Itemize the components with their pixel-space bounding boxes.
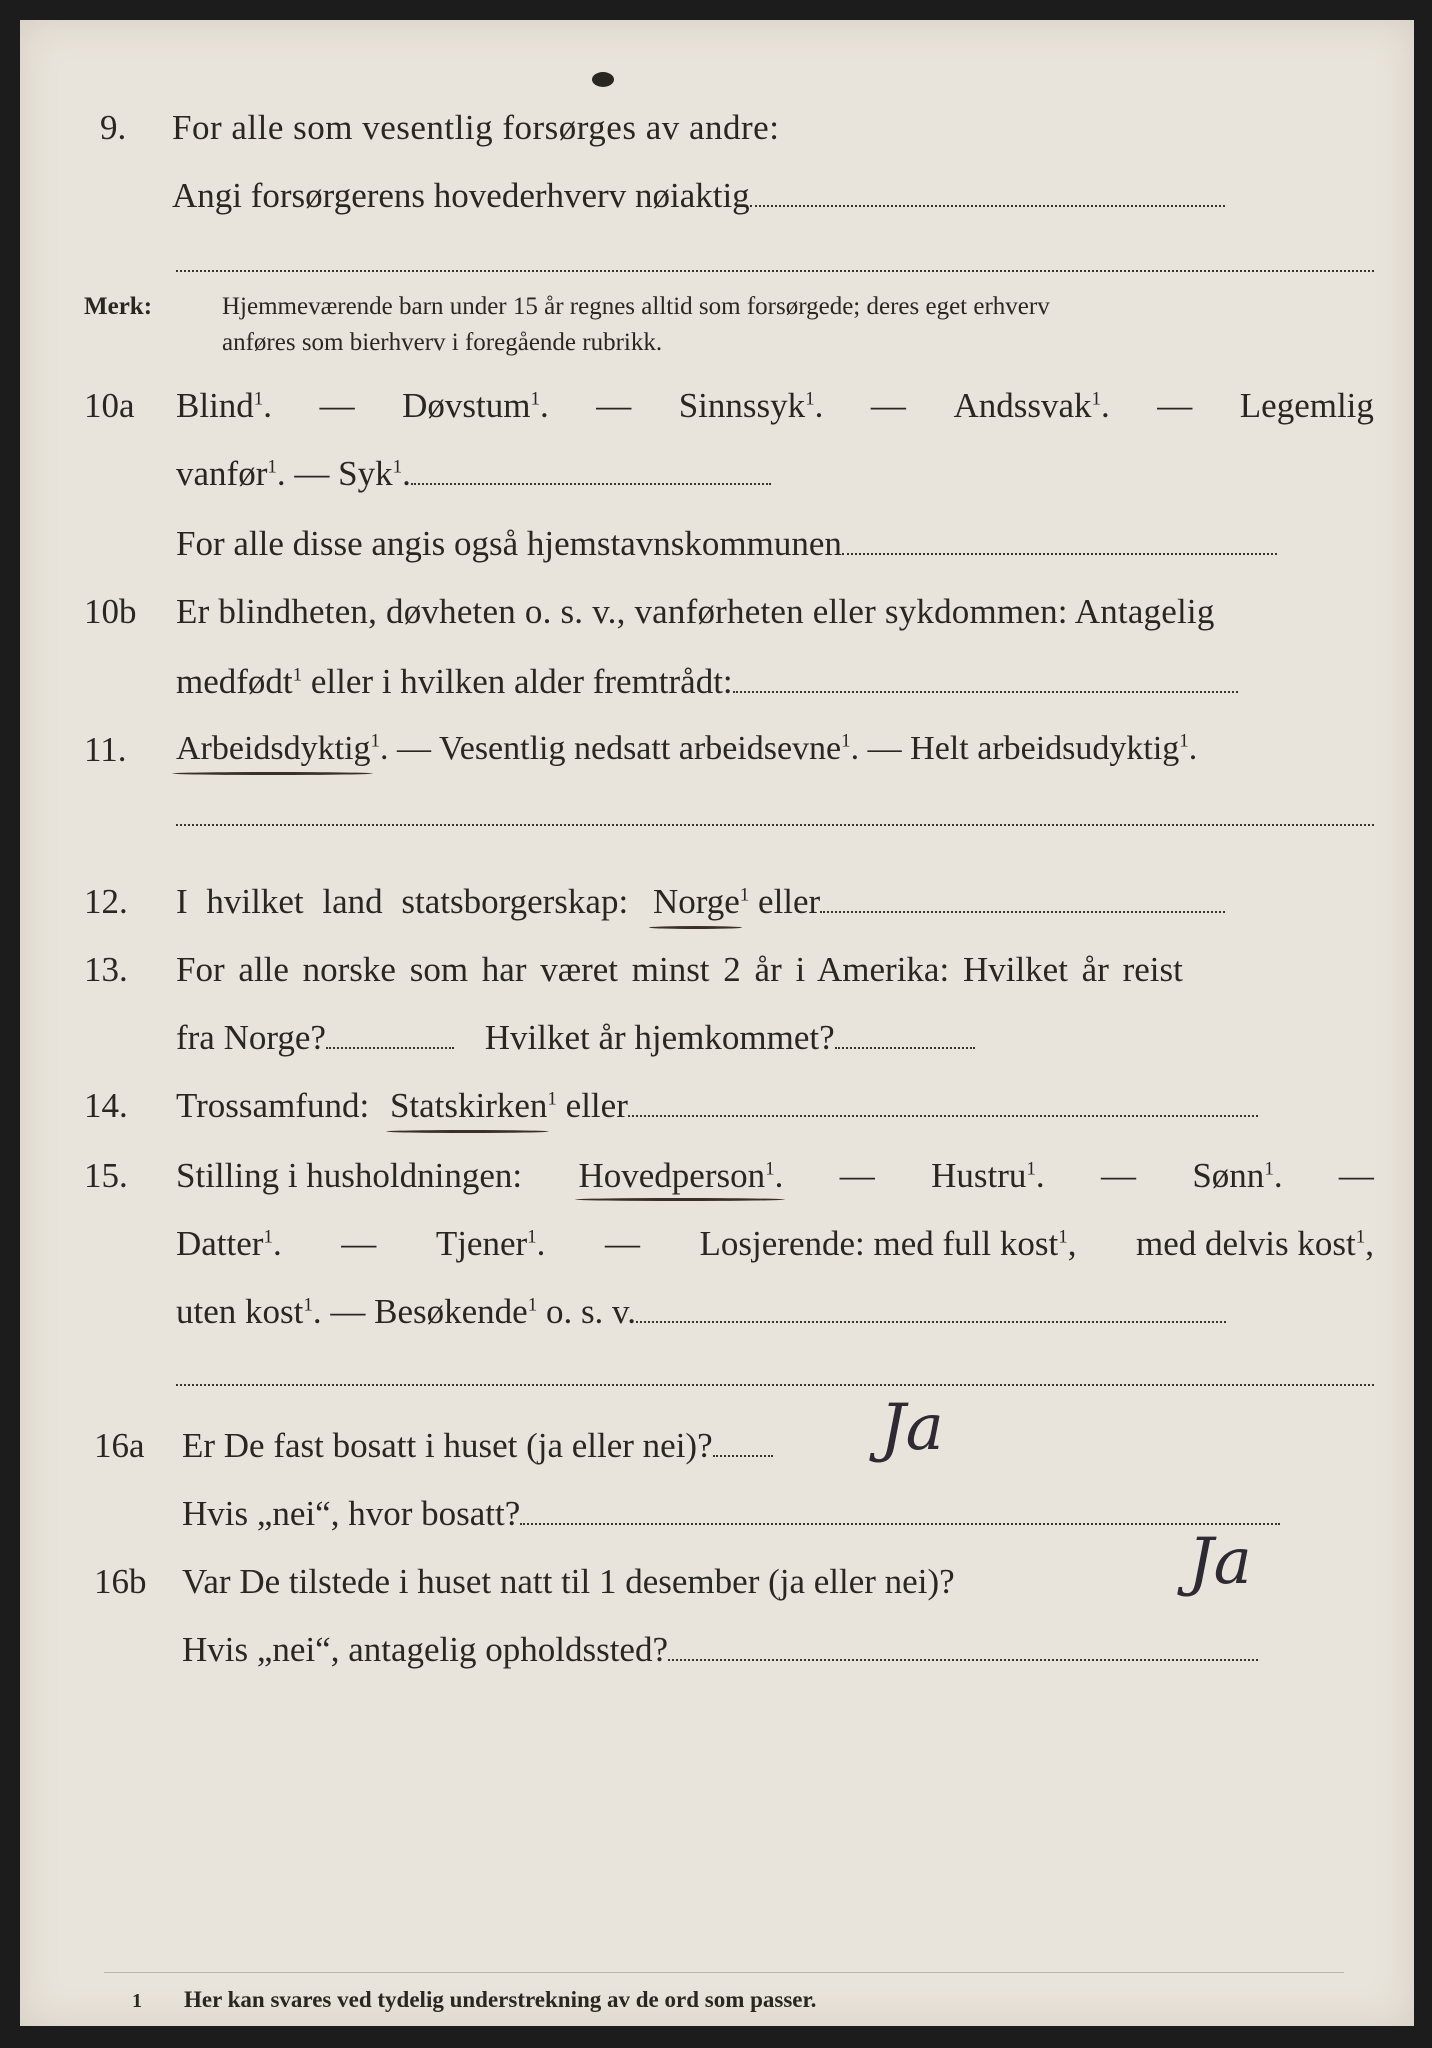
q9-provider-occupation-field[interactable]: [172, 178, 1225, 213]
footnote-text: Her kan svares ved tydelig understrekning av de ord som passer.: [184, 1987, 817, 2012]
footnote-divider: [104, 1972, 1344, 1973]
q10b-number: 10b: [84, 592, 137, 631]
answer-line: [628, 1114, 1258, 1117]
option-hustru[interactable]: Hustru$^1$.: [931, 1156, 1045, 1195]
q10a-home-municipality-label: For alle disse angis også hjemstavnskommunen: [176, 524, 842, 563]
answer-line: [713, 1454, 773, 1457]
option-datter[interactable]: Datter$^1$.: [176, 1224, 282, 1263]
option-statskirken-underlined[interactable]: Statskirken: [389, 1086, 548, 1125]
q13-number: 13.: [84, 950, 128, 989]
option-helt-arbeidsudyktig[interactable]: Helt arbeidsudyktig$^1$.: [910, 730, 1198, 767]
answer-line: [636, 1320, 1226, 1323]
dash: —: [1157, 386, 1193, 425]
q16b-handwritten-answer: Ja: [1188, 1525, 1252, 1599]
q14-religion-field[interactable]: Trossamfund: Statskirken$^1$ eller: [176, 1088, 1258, 1123]
q16a-where-label: Hvis „nei“, hvor bosatt?: [182, 1494, 521, 1533]
q15-line-3: uten kost$^1$. — Besøkende$^1$ o. s. v.: [176, 1294, 1226, 1329]
q10a-line-2: [176, 456, 771, 491]
option-sonn[interactable]: Sønn$^1$.: [1192, 1156, 1283, 1195]
q13-returned-label: Hvilket år hjemkommet?: [484, 1018, 835, 1057]
q11-options-line: Arbeidsdyktig$^1$. — Vesentlig nedsatt arbeidsevne$^1$. — Helt arbeidsudyktig$^1$.: [176, 730, 1198, 767]
option-legemlig[interactable]: Legemlig: [1239, 386, 1374, 425]
q16a-resident-field[interactable]: [182, 1428, 773, 1463]
q11-number: 11.: [84, 730, 127, 769]
q10a-number: 10a: [84, 386, 135, 425]
option-tjener[interactable]: Tjener$^1$.: [435, 1224, 546, 1263]
q10b-age-label: eller i hvilken alder fremtrådt:: [310, 662, 733, 701]
answer-line: [176, 1384, 1374, 1386]
answer-line: [750, 204, 1225, 207]
q12-eller: eller: [758, 882, 821, 921]
q13-emigrated-field[interactable]: [326, 1046, 454, 1049]
dash: —: [596, 386, 632, 425]
answer-line: [733, 690, 1238, 693]
option-blind[interactable]: Blind$^1$.: [176, 386, 273, 425]
q16a-handwritten-answer: Ja: [880, 1391, 944, 1465]
q16a-question: Er De fast bosatt i huset (ja eller nei)?: [182, 1426, 713, 1465]
footnote-mark: 1: [132, 1990, 142, 2012]
option-syk[interactable]: Syk$^1$.: [338, 454, 411, 493]
answer-line: [842, 552, 1277, 555]
q13-returned-field[interactable]: [835, 1046, 975, 1049]
q16b-present-field[interactable]: [182, 1564, 955, 1599]
q13-question-line-1: For alle norske som har været minst 2 år i Amerika: Hvilket år reist: [176, 950, 1183, 989]
q12-label: I hvilket land statsborgerskap:: [176, 882, 629, 921]
q9-provider-label: Angi forsørgerens hovederhverv nøiaktig: [172, 176, 750, 215]
option-dovstum[interactable]: Døvstum$^1$.: [402, 386, 549, 425]
option-uten-kost[interactable]: uten kost$^1$.: [176, 1292, 322, 1331]
option-vesentlig-nedsatt[interactable]: Vesentlig nedsatt arbeidsevne$^1$.: [438, 730, 860, 767]
q10a-conditions-line: [176, 388, 1374, 423]
dash: —: [319, 386, 355, 425]
q16a-where-field[interactable]: [182, 1496, 1280, 1531]
q13-years-fields: [176, 1020, 975, 1055]
answer-line: [520, 1522, 1280, 1525]
q15-osv: o. s. v.: [545, 1292, 637, 1331]
answer-line: [820, 910, 1225, 913]
q16b-whereabouts-label: Hvis „nei“, antagelig opholdssted?: [182, 1630, 668, 1669]
q10b-question-line-1: Er blindheten, døvheten o. s. v., vanførheten eller sykdommen: Antagelig: [176, 592, 1215, 631]
dash: —: [294, 454, 330, 493]
option-hovedperson-underlined[interactable]: Hovedperson$^1$.: [578, 1156, 784, 1195]
option-besokende[interactable]: Besøkende$^1$: [374, 1292, 538, 1331]
answer-line: [176, 270, 1374, 272]
q15-line-1: Stilling i husholdningen: Hovedperson$^1$. — Hustru$^1$. — Sønn$^1$. —: [176, 1156, 1374, 1195]
q14-eller: eller: [565, 1086, 628, 1125]
q15-number: 15.: [84, 1156, 128, 1195]
option-delvis-kost[interactable]: med delvis kost$^1$,: [1136, 1224, 1374, 1263]
option-medfodt[interactable]: medfødt$^1$: [176, 662, 303, 701]
q9-question: For alle som vesentlig forsørges av andre:: [172, 108, 780, 147]
q14-number: 14.: [84, 1086, 128, 1125]
q15-line-2: Datter$^1$. — Tjener$^1$. — Losjerende: med full kost$^1$, med delvis kost$^1$,: [176, 1224, 1374, 1263]
answer-line: [668, 1658, 1258, 1661]
census-form-page: [20, 20, 1414, 2026]
q16b-whereabouts-field[interactable]: [182, 1632, 1258, 1667]
merk-note-line-2: anføres som bierhverv i foregående rubrikk.: [222, 329, 663, 356]
option-sinnssyk[interactable]: Sinnssyk$^1$.: [678, 386, 824, 425]
answer-line: [176, 824, 1374, 826]
ink-blot: [592, 72, 614, 87]
q12-citizenship-field[interactable]: I hvilket land statsborgerskap: Norge$^1$ eller: [176, 884, 1225, 919]
option-vanfor[interactable]: vanfør$^1$.: [176, 454, 286, 493]
q14-label: Trossamfund:: [176, 1086, 370, 1125]
q15-label: Stilling i husholdningen:: [176, 1156, 523, 1195]
q13-emigrated-label: fra Norge?: [176, 1018, 326, 1057]
option-norge-underlined[interactable]: Norge: [652, 882, 740, 921]
merk-label: Merk:: [84, 293, 153, 320]
q16b-number: 16b: [94, 1562, 147, 1601]
option-full-kost[interactable]: Losjerende: med full kost$^1$,: [699, 1224, 1077, 1263]
q16a-number: 16a: [94, 1426, 145, 1465]
q16b-question: Var De tilstede i huset natt til 1 desember (ja eller nei)?: [182, 1562, 955, 1601]
answer-line: [411, 482, 771, 485]
merk-note-line-1: Hjemmeværende barn under 15 år regnes alltid som forsørgede; deres eget erhverv: [222, 293, 1050, 320]
q10a-home-municipality-field[interactable]: [176, 526, 1277, 561]
q9-number: 9.: [100, 108, 127, 147]
option-andssvak[interactable]: Andssvak$^1$.: [953, 386, 1110, 425]
q12-number: 12.: [84, 882, 128, 921]
dash: —: [870, 386, 906, 425]
option-arbeidsdyktig-underlined[interactable]: Arbeidsdyktig: [176, 730, 371, 767]
q10b-age-field[interactable]: [176, 664, 1238, 699]
